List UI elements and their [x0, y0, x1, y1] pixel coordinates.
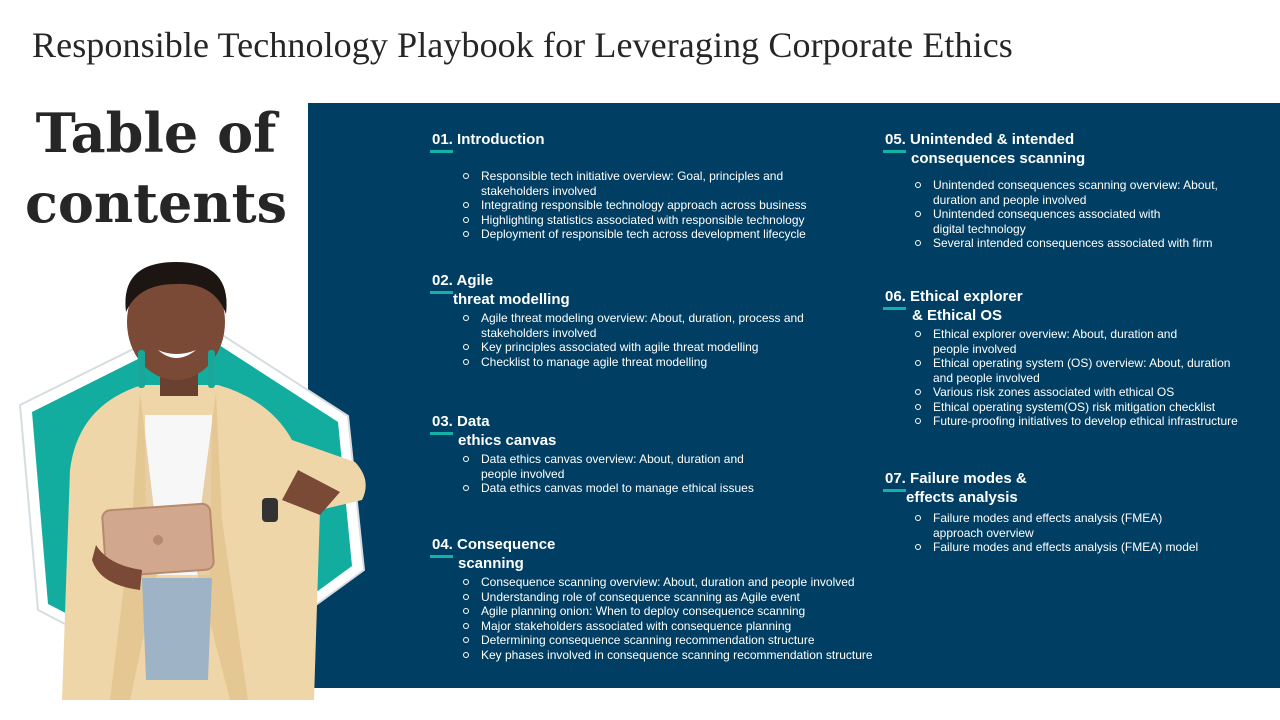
list-item: Failure modes and effects analysis (FMEA) model: [885, 540, 1265, 555]
section-heading: [432, 412, 862, 452]
toc-section-ethical-explorer-os: [885, 287, 1265, 429]
section-title-line2: & Ethical OS: [912, 307, 1003, 324]
list-item: Unintended consequences associated with digital technology: [885, 207, 1265, 236]
section-item-list: [885, 178, 1265, 251]
section-item-list: [885, 327, 1265, 429]
section-title-line2: scanning: [458, 555, 524, 572]
section-title: Data: [457, 413, 490, 430]
section-heading: [885, 287, 1265, 327]
woman-holding-tablet-photo: [0, 250, 380, 710]
toc-section-agile-threat-modelling: [432, 271, 862, 369]
section-title: Consequence: [457, 536, 556, 553]
list-item: Highlighting statistics associated with responsible technology: [432, 213, 862, 228]
section-title: Failure modes &: [910, 470, 1027, 487]
section-item-list: [432, 452, 862, 496]
section-number: 02.: [432, 272, 453, 289]
list-item: Responsible tech initiative overview: Goal, principles and stakeholders involved: [432, 169, 862, 198]
list-item: Key phases involved in consequence scanning recommendation structure: [432, 648, 877, 663]
section-item-list: [885, 511, 1265, 555]
section-title-line2: ethics canvas: [458, 432, 557, 449]
list-item: Ethical operating system (OS) overview: About, duration and people involved: [885, 356, 1265, 385]
list-item: Several intended consequences associated with firm: [885, 236, 1265, 251]
section-heading: [432, 130, 862, 151]
list-item: Ethical operating system(OS) risk mitigation checklist: [885, 400, 1265, 415]
section-heading: [432, 271, 862, 311]
section-title: Agile: [456, 272, 494, 289]
list-item: Consequence scanning overview: About, duration and people involved: [432, 575, 877, 590]
list-item: Agile threat modeling overview: About, duration, process and stakeholders involved: [432, 311, 862, 340]
list-item: Major stakeholders associated with consequence planning: [432, 619, 877, 634]
woman-figure: [62, 262, 366, 700]
section-heading: [432, 535, 877, 575]
section-heading: [885, 469, 1265, 509]
section-number: 05.: [885, 131, 906, 148]
section-title: Introduction: [457, 131, 545, 148]
toc-heading-line1: Table of: [35, 101, 277, 165]
section-title: Ethical explorer: [910, 288, 1023, 305]
toc-section-introduction: [432, 130, 862, 242]
list-item: Agile planning onion: When to deploy consequence scanning: [432, 604, 877, 619]
list-item: Data ethics canvas overview: About, duration and people involved: [432, 452, 862, 481]
page-title: Responsible Technology Playbook for Leveraging Corporate Ethics: [32, 25, 1013, 65]
list-item: Data ethics canvas model to manage ethical issues: [432, 481, 862, 496]
list-item: Understanding role of consequence scanning as Agile event: [432, 590, 877, 605]
section-title-line2: consequences scanning: [911, 150, 1086, 167]
list-item: Determining consequence scanning recommendation structure: [432, 633, 877, 648]
list-item: Unintended consequences scanning overview: About, duration and people involved: [885, 178, 1265, 207]
toc-heading-line2: contents: [24, 171, 288, 235]
section-number: 01.: [432, 131, 453, 148]
list-item: Various risk zones associated with ethical OS: [885, 385, 1265, 400]
section-number: 07.: [885, 470, 906, 487]
list-item: Failure modes and effects analysis (FMEA) approach overview: [885, 511, 1265, 540]
list-item: Integrating responsible technology approach across business: [432, 198, 862, 213]
toc-section-consequence-scanning: [432, 535, 877, 662]
list-item: Ethical explorer overview: About, duration and people involved: [885, 327, 1265, 356]
list-item: Deployment of responsible tech across development lifecycle: [432, 227, 862, 242]
section-number: 04.: [432, 536, 453, 553]
list-item: Key principles associated with agile threat modelling: [432, 340, 862, 355]
section-title: Unintended & intended: [910, 131, 1075, 148]
section-number: 06.: [885, 288, 906, 305]
list-item: Checklist to manage agile threat modelling: [432, 355, 862, 370]
section-heading: [885, 130, 1265, 170]
section-number: 03.: [432, 413, 453, 430]
list-item: Future-proofing initiatives to develop ethical infrastructure: [885, 414, 1265, 429]
section-title-line2: effects analysis: [906, 489, 1018, 506]
section-item-list: [432, 575, 877, 662]
toc-section-data-ethics-canvas: [432, 412, 862, 496]
toc-section-unintended-intended-consequences: [885, 130, 1265, 251]
toc-heading: [16, 98, 296, 238]
section-title-line2: threat modelling: [453, 291, 570, 308]
section-item-list: [432, 311, 862, 369]
section-item-list: [432, 169, 862, 242]
toc-section-failure-modes-effects: [885, 469, 1265, 555]
